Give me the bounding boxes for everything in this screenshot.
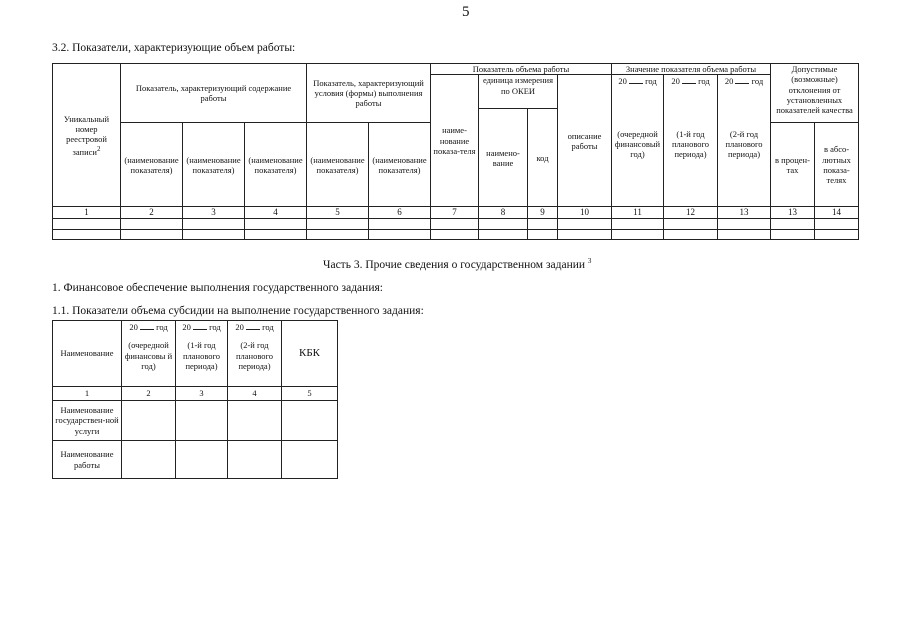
table-cell[interactable] bbox=[369, 219, 431, 230]
table-cell[interactable] bbox=[771, 219, 815, 230]
header-conditions-indicator: Показатель, характеризующий условия (формы) выполнения работы bbox=[307, 64, 431, 123]
header-year-2: 20 год (1-й год планового периода) bbox=[176, 321, 228, 387]
column-number: 9 bbox=[528, 207, 558, 219]
work-volume-indicators-table bbox=[52, 63, 859, 240]
table-cell[interactable] bbox=[815, 219, 859, 230]
table-cell[interactable] bbox=[53, 219, 121, 230]
header-conditions-indicator-name-1: (наименование показателя) bbox=[307, 123, 369, 207]
table-row bbox=[53, 219, 859, 230]
table-cell[interactable] bbox=[815, 230, 859, 240]
header-volume-indicator: Показатель объема работы bbox=[431, 64, 612, 75]
column-number: 2 bbox=[122, 387, 176, 401]
header-deviation-absolute: в абсо-лютных показа-телях bbox=[815, 123, 859, 207]
table-cell[interactable] bbox=[431, 230, 479, 240]
header-unit-name: наимено-вание bbox=[479, 109, 528, 207]
table-cell[interactable] bbox=[558, 230, 612, 240]
header-kbk: КБК bbox=[282, 321, 338, 387]
header-content-indicator: Показатель, характеризующий содержание работы bbox=[121, 64, 307, 123]
row-label-work: Наименование работы bbox=[53, 441, 122, 479]
header-year-3: 20 год (2-й год планового периода) bbox=[718, 75, 771, 207]
table-cell[interactable] bbox=[228, 401, 282, 441]
table-cell[interactable] bbox=[664, 230, 718, 240]
column-number-row bbox=[53, 387, 338, 401]
table-cell[interactable] bbox=[176, 401, 228, 441]
table-cell[interactable] bbox=[718, 230, 771, 240]
column-number: 3 bbox=[183, 207, 245, 219]
column-number: 4 bbox=[245, 207, 307, 219]
header-work-description: описание работы bbox=[558, 75, 612, 207]
table-cell[interactable] bbox=[228, 441, 282, 479]
table-cell[interactable] bbox=[121, 219, 183, 230]
column-number: 6 bbox=[369, 207, 431, 219]
header-indicator-name: наиме-нование показа-теля bbox=[431, 75, 479, 207]
header-deviations: Допустимые (возможные) отклонения от установленных показателей качества bbox=[771, 64, 859, 123]
part-3-heading: Часть 3. Прочие сведения о государственном задании $^3$ bbox=[323, 257, 592, 271]
table-cell[interactable] bbox=[183, 230, 245, 240]
table-cell[interactable] bbox=[121, 230, 183, 240]
column-number: 8 bbox=[479, 207, 528, 219]
column-number: 7 bbox=[431, 207, 479, 219]
page-number: 5 bbox=[462, 4, 470, 20]
column-number: 12 bbox=[664, 207, 718, 219]
header-name: Наименование bbox=[53, 321, 122, 387]
table-row bbox=[53, 230, 859, 240]
column-number: 4 bbox=[228, 387, 282, 401]
column-number: 11 bbox=[612, 207, 664, 219]
table-cell[interactable] bbox=[771, 230, 815, 240]
table-cell[interactable] bbox=[612, 230, 664, 240]
column-number: 14 bbox=[815, 207, 859, 219]
header-year-3: 20 год (2-й год планового периода) bbox=[228, 321, 282, 387]
subsidy-volume-table bbox=[52, 320, 338, 479]
table-cell[interactable] bbox=[282, 441, 338, 479]
column-number: 5 bbox=[282, 387, 338, 401]
header-deviation-percent: в процен-тах bbox=[771, 123, 815, 207]
table-cell[interactable] bbox=[282, 401, 338, 441]
table-cell[interactable] bbox=[245, 219, 307, 230]
column-number: 13 bbox=[718, 207, 771, 219]
table-cell[interactable] bbox=[307, 219, 369, 230]
table-cell[interactable] bbox=[431, 219, 479, 230]
header-content-indicator-name-1: (наименование показателя) bbox=[121, 123, 183, 207]
header-year-2: 20 год (1-й год планового периода) bbox=[664, 75, 718, 207]
column-number: 10 bbox=[558, 207, 612, 219]
column-number: 13 bbox=[771, 207, 815, 219]
section-3-2-heading: 3.2. Показатели, характеризующие объем работы: bbox=[52, 42, 296, 54]
header-content-indicator-name-2: (наименование показателя) bbox=[183, 123, 245, 207]
table-cell[interactable] bbox=[558, 219, 612, 230]
table-cell[interactable] bbox=[612, 219, 664, 230]
table-cell[interactable] bbox=[176, 441, 228, 479]
table-cell[interactable] bbox=[307, 230, 369, 240]
header-content-indicator-name-3: (наименование показателя) bbox=[245, 123, 307, 207]
column-number: 3 bbox=[176, 387, 228, 401]
table-cell[interactable] bbox=[479, 219, 528, 230]
section-1-heading: 1. Финансовое обеспечение выполнения государственного задания: bbox=[52, 282, 383, 294]
column-number: 1 bbox=[53, 207, 121, 219]
column-number-row bbox=[53, 207, 859, 219]
section-1-1-heading: 1.1. Показатели объема субсидии на выполнение государственного задания: bbox=[52, 305, 424, 317]
column-number: 1 bbox=[53, 387, 122, 401]
table-cell[interactable] bbox=[245, 230, 307, 240]
table-cell[interactable] bbox=[528, 219, 558, 230]
table-cell[interactable] bbox=[528, 230, 558, 240]
row-label-service: Наименование государствен-ной услуги bbox=[53, 401, 122, 441]
header-unit: единица измерения по ОКЕИ bbox=[479, 75, 558, 109]
table-cell[interactable] bbox=[122, 441, 176, 479]
table-cell[interactable] bbox=[369, 230, 431, 240]
column-number: 5 bbox=[307, 207, 369, 219]
table-row bbox=[53, 441, 338, 479]
header-conditions-indicator-name-2: (наименование показателя) bbox=[369, 123, 431, 207]
header-year-1: 20 год (очередной финансовый год) bbox=[612, 75, 664, 207]
table-cell[interactable] bbox=[664, 219, 718, 230]
table-row bbox=[53, 401, 338, 441]
header-year-1: 20 год (очередной финансовы й год) bbox=[122, 321, 176, 387]
table-cell[interactable] bbox=[183, 219, 245, 230]
column-number: 2 bbox=[121, 207, 183, 219]
table-cell[interactable] bbox=[53, 230, 121, 240]
table-cell[interactable] bbox=[122, 401, 176, 441]
table-cell[interactable] bbox=[479, 230, 528, 240]
header-unique-number: Уникальный номер реестровой записи$^2$ bbox=[53, 64, 121, 207]
table-cell[interactable] bbox=[718, 219, 771, 230]
header-volume-value: Значение показателя объема работы bbox=[612, 64, 771, 75]
header-unit-code: код bbox=[528, 109, 558, 207]
